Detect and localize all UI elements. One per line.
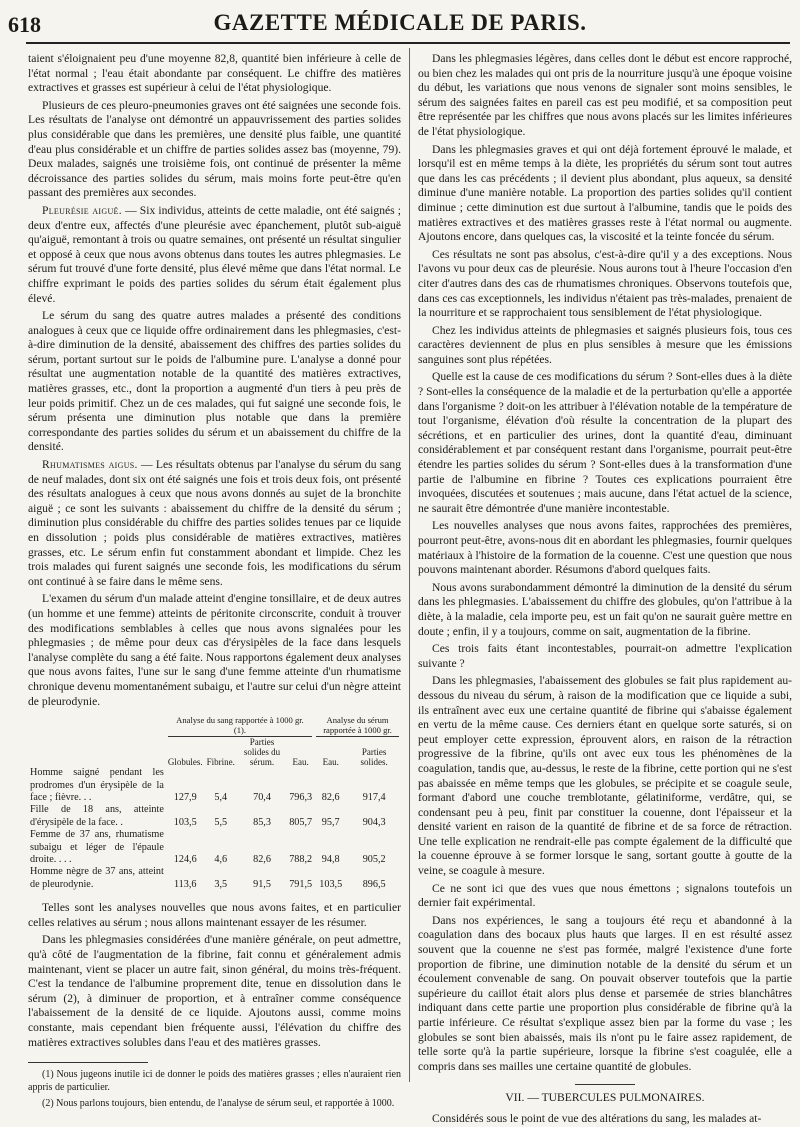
page-number: 618: [8, 12, 41, 37]
table-column-header: Eau.: [322, 757, 339, 768]
table-cell: 791,5: [289, 878, 313, 890]
paragraph: [28, 458, 401, 589]
table-group-header-sang: Analyse du sang rapportée à 1000 gr. (1).: [168, 715, 312, 737]
table-cell: 788,2: [289, 853, 313, 865]
section-separator: [575, 1084, 635, 1085]
table-row-label: Homme nègre de 37 ans, atteint de pleurodynie.: [30, 866, 164, 890]
table-row: [28, 829, 401, 866]
table-cell: 3,5: [214, 878, 228, 890]
paragraph-text: — Les résultats obtenus par l'analyse du sérum du sang de neuf malades, dont six ont été saignés une fois et trois deux fois, ont présenté des résultats analogues à ceux que nous avons donnés au sujet de la bronchite aiguë ; ce sont les suivants : abaissement du chiffre de la densité du sérum ; diminution plus considérable du chiffre des parties solides tenues par ce liquide en dissolution ; poids plus considérable de matières extractives, matières grasses, etc. Le sérum enfin fut constamment abondant et limpide. Chez les trois malades qui furent saignés une seconde fois, les modifications du sérum ont continué à se faire dans le même sens.: [28, 458, 402, 588]
table-row: [28, 804, 401, 829]
table-body: [28, 767, 401, 891]
paragraph: Plusieurs de ces pleuro-pneumonies graves ont été saignées une seconde fois. Les résultats de l'analyse ont démontré un appauvrissement des parties solides plus considérable que dans les premières, une densité plus faible, une quantité d'eau plus considérable et un chiffre de parties solides assez bas (moyenne, 79). Deux malades, saignés une troisième fois, ont continué de présenter la même décroissance des parties solides du sérum, mais moins forte peut-être qu'en passant des premières aux secondes.: [28, 98, 401, 200]
table-header-row: [28, 737, 401, 767]
left-column: [28, 52, 402, 1110]
paragraph: Le sérum du sang des quatre autres malades a présenté des conditions analogues à ceux que ce liquide offre ordinairement dans les phlegmasies, c'est-à-dire diminution de la densité, abaissement des chiffres des parties solides du sérum, portant surtout sur le poids de l'albumine pure. L'analyse a donné pour résultat une augmentation notable de la quantité des matières extractives, matières grasses, etc., dont la proportion a augmenté d'un tiers à peu près de leur poids primitif. Chez un de ces malades, qui fut saigné une seconde fois, le sérum présenta une diminution plus notable que dans la première correspondante des parties solides du sérum et un abaissement du chiffre de la densité.: [28, 309, 401, 454]
table-cell: 91,5: [253, 878, 271, 890]
paragraph: Les nouvelles analyses que nous avons faites, rapprochées des premières, pourront peut-être, avons-nous dit en abordant les phlegmasies, fournir quelques matériaux à l'histoire de la formation de la couenne. C'est une question que nous pouvons maintenant aborder. Résumons d'abord quelques faits.: [418, 519, 792, 577]
table-cell: 904,3: [362, 816, 386, 828]
paragraph-text: — Six individus, atteints de cette maladie, ont été saignés ; deux d'entre eux, affectés d'une pleurésie avec épanchement, plutôt sub-aiguë qu'aiguë, remontant à trois ou quatre semaines, ont présenté un résultat singulier et opposé à ceux que nous avons obtenus dans toutes les autres phlegmasies. Le sérum fut trouvé d'une forte densité, plus élevé même que dans l'état normal. Le chiffre exprimant le poids des parties solides du sérum était également plus élevé.: [28, 203, 401, 305]
analysis-table: [28, 715, 401, 891]
table-cell: 82,6: [253, 853, 271, 865]
table-cell: 113,6: [173, 878, 197, 890]
table-cell: 95,7: [321, 816, 340, 828]
table-cell: 896,5: [362, 878, 386, 890]
table-cell: 94,8: [321, 853, 340, 865]
table-cell: 82,6: [321, 791, 340, 803]
journal-title: GAZETTE MÉDICALE DE PARIS.: [213, 10, 587, 35]
table-row: [28, 767, 401, 804]
paragraph: Ces résultats ne sont pas absolus, c'est-à-dire qu'il y a des exceptions. Nous l'avons vu pour deux cas de pleurésie. Nous aurons tout à l'heure l'occasion d'en citer d'autres dans des cas de rhumatismes chroniques. Observons toutefois que, dans ces cas exceptionnels, les individus n'étaient pas très-malades, prenaient de la nourriture et se rapprochaient tous sensiblement de l'état physiologique.: [418, 247, 792, 320]
table-cell: 127,9: [173, 791, 197, 803]
table-column-header: Parties solides du sérum.: [243, 737, 281, 768]
table-cell: 124,6: [173, 853, 197, 865]
table-cell: 917,4: [362, 791, 386, 803]
table-cell: 85,3: [253, 816, 271, 828]
column-divider: [409, 48, 410, 1082]
paragraph: Ce ne sont ici que des vues que nous émettons ; signalons toutefois un dernier fait expérimental.: [418, 881, 792, 910]
table-cell: 5,5: [214, 816, 228, 828]
paragraph: Quelle est la cause de ces modifications du sérum ? Sont-elles dues à la diète ? Sont-elles la conséquence de la maladie et de la perturbation qu'elle a apportée dans l'organisme ? doit-on les attribuer à l'élévation notable de la température de tout l'organisme, élévation d'où résulte la concentration de la plupart des sécrétions, et en particulier des urines, dont la quantité d'eau, diminuant considérablement et par conséquent restant dans l'organisme, pourrait peut-être étendre les parties solides du sérum ? Sont-elles dues à la transformation d'une partie de l'albumine en fibrine ? Toutes ces explications pourraient être invoquées, discutées et soutenues ; mais aucune, dans l'état actuel de la science, ne saurait être démontrée d'une manière incontestable.: [418, 370, 792, 515]
paragraph: Dans les phlegmasies considérées d'une manière générale, on peut admettre, qu'à côté de l'augmentation de la fibrine, fait connu et généralement admis maintenant, vient se placer un autre fait, sinon général, du moins très-fréquent. C'est la tendance de l'albumine proprement dite, tenue en dissolution dans le sérum (2), à diminuer de proportion, et à entraîner comme conséquence l'abaissement de la densité de ce liquide. Ajoutons aussi, comme moins constante, mais cependant bien fréquente aussi, l'élévation du chiffre des matières extractives solubles dans l'eau et des matières grasses.: [28, 933, 401, 1049]
paragraph: Ces trois faits étant incontestables, pourrait-on admettre l'explication suivante ?: [418, 642, 792, 670]
table-cell: 905,2: [362, 853, 386, 865]
table-cell: 805,7: [289, 816, 313, 828]
paragraph: Considérés sous le point de vue des altérations du sang, les malades at-: [432, 1111, 762, 1125]
table-group-header-serum: Analyse du sérum rapportée à 1000 gr.: [316, 715, 399, 737]
footnote-rule: [28, 1062, 148, 1063]
table-cell: 796,3: [289, 791, 313, 803]
section-run-in-heading: Rhumatismes aigus.: [42, 458, 138, 472]
table-cell: 103,5: [319, 878, 343, 890]
paragraph: [28, 204, 401, 306]
paragraph: Telles sont les analyses nouvelles que nous avons faites, et en particulier celles relatives au sérum ; nous allons maintenant essayer de les résumer.: [28, 901, 401, 929]
table-row: [28, 866, 401, 891]
section-run-in-heading: Pleurésie aiguë.: [42, 203, 122, 217]
table-cell: 5,4: [214, 791, 228, 803]
section-heading: [418, 1084, 792, 1106]
table-column-header: Eau.: [292, 757, 309, 768]
paragraph: Nous avons surabondamment démontré la diminution de la densité du sérum dans les phlegmasies. L'abaissement du chiffre des globules, qu'on l'attribue à la diète, à la maladie, cela importe peu, est un fait qu'on ne saurait guère mettre en doute ; enfin, il y a toujours, comme on sait, augmentation de la fibrine.: [418, 580, 792, 638]
paragraph: Dans nos expériences, le sang a toujours été reçu et abandonné à la coagulation dans des bocaux plus hauts que larges. Il en est résulté assez souvent que la couenne ne s'est pas formée, malgré l'existence d'une forte proportion de fibrine, une diminution notable de la densité du sérum et un écoulement convenable de sang. On pouvait observer toutefois que la partie supérieure du caillot était alors plus dense et parsemée de stries blanchâtres indiquant dans cette partie une proportion plus considérable de fibrine qu'à la partie inférieure. Ce résultat s'explique assez bien par la forme du vase ; les globules se sont bien abaissés, mais ils n'ont pu le faire assez rapidement, de telle sorte qu'à la partie supérieure, lorsque la fibrine s'est coagulée, elle a compris dans ses mailles une certaine quantité de globules.: [418, 913, 792, 1073]
table-column-header: Parties solides.: [360, 747, 388, 768]
table-row-label: Fille de 18 ans, atteinte d'érysipèle de la face. .: [30, 804, 164, 828]
section-title: VII. — TUBERCULES PULMONAIRES.: [505, 1091, 705, 1105]
table-row-label: Femme de 37 ans, rhumatisme subaigu et léger de l'épaule droite. . . .: [30, 829, 164, 865]
footnote: (1) Nous jugeons inutile ici de donner le poids des matières grasses ; elles n'auraient rien appris de particulier.: [28, 1069, 401, 1094]
table-column-header: Globules.: [167, 757, 203, 768]
header-rule: [26, 42, 790, 44]
table-cell: 103,5: [173, 816, 197, 828]
right-column: [418, 52, 792, 1125]
table-cell: 4,6: [214, 853, 228, 865]
paragraph: Dans les phlegmasies légères, dans celles dont le début est encore rapproché, ou bien chez les malades qui ont pris de la nourriture jusqu'à une époque voisine du début, les variations que nous venons de signaler sont moins sensibles, le sérum des saignées faites en pareil cas est peu modifié, et sa composition peut être représentée par les chiffres que nous avons placés sur les limites inférieures de l'état physiologique.: [418, 52, 792, 138]
footnote: (2) Nous parlons toujours, bien entendu, de l'analyse de sérum seul, et rapportée à 1000.: [42, 1098, 395, 1110]
paragraph: taient s'éloignaient peu d'une moyenne 82,8, quantité bien inférieure à celle de l'état normal ; l'eau était abondante par conséquent. Le chiffre des matières extractives et grasses est supérieur à celui de l'état physiologique.: [28, 52, 401, 95]
table-cell: 70,4: [253, 791, 271, 803]
paragraph: L'examen du sérum d'un malade atteint d'engine tonsillaire, et de deux autres (un homme et une femme) atteints de péritonite circonscrite, conduit à trouver des modifications semblables à celles que nous avons signalées pour les phlegmasies ; de même pour deux cas d'érysipèles de la face dans lesquels l'analyse complète du sang a été faite. Nous rapportons également deux analyses que nous avons faites, l'une sur le sang d'une femme atteinte d'un rhumatisme chronique devenu momentanément subaigu, et l'autre sur celui d'un nègre atteint de pleurodynie.: [28, 592, 401, 708]
table-row-label: Homme saigné pendant les prodromes d'un érysipèle de la face ; fièvre. . .: [30, 767, 164, 803]
paragraph: Chez les individus atteints de phlegmasies et saignés plusieurs fois, tous ces caractères deviennent de plus en plus sensibles à mesure que les émissions sanguines sont plus répétées.: [418, 323, 792, 366]
paragraph: Dans les phlegmasies graves et qui ont déjà fortement éprouvé le malade, et lorsqu'il est en même temps à la diète, les propriétés du sérum sont tout autres que dans les cas précédents ; il devient plus abondant, plus aqueux, sa densité diminue d'une manière notable. La proportion des parties solides qu'il contient diminue ; cette diminution est due surtout à l'albumine, tandis que le poids des matières extractives et des matières grasses reste à l'état normal ou augmente. Ajoutons encore, dans quelques cas, la viscosité et la teinte foncée du sérum.: [418, 142, 792, 244]
page-header: [0, 0, 800, 44]
paragraph: Dans les phlegmasies, l'abaissement des globules se fait plus rapidement au-dessous du niveau du sérum, à raison de la modification que ce liquide a subi, ils entraînent avec eux une certaine quantité de fibrine qui s'abaisse également en vertu de la même cause. Ces derniers étant en quelque sorte saturés, si on peut employer cette expression, éprouvent alors, en raison de la rétraction progressive de la fibrine, qu'ils ont avec eux tous les phénomènes de la coagulation, tandis que, au-dessus, le reste de la fibrine, cette portion qui ne s'est pas abaissée en même temps que les globules, se précipite et se coagule seule, formant d'abord une couche tremblotante, gélatiniforme, verdâtre, qui, se condensant peu à peu, finit par constituer la couenne, dont l'épaisseur et la densité varient en raison de la quantité de fibrine et de sa force de rétraction. Une telle explication ne rendrait-elle pas compte également de la difficulté que la couenne éprouve à se former lorsque le sang, sortant goutte à goutte de la veine, se coagule à mesure.: [418, 674, 792, 878]
table-column-header: Fibrine.: [206, 757, 235, 768]
